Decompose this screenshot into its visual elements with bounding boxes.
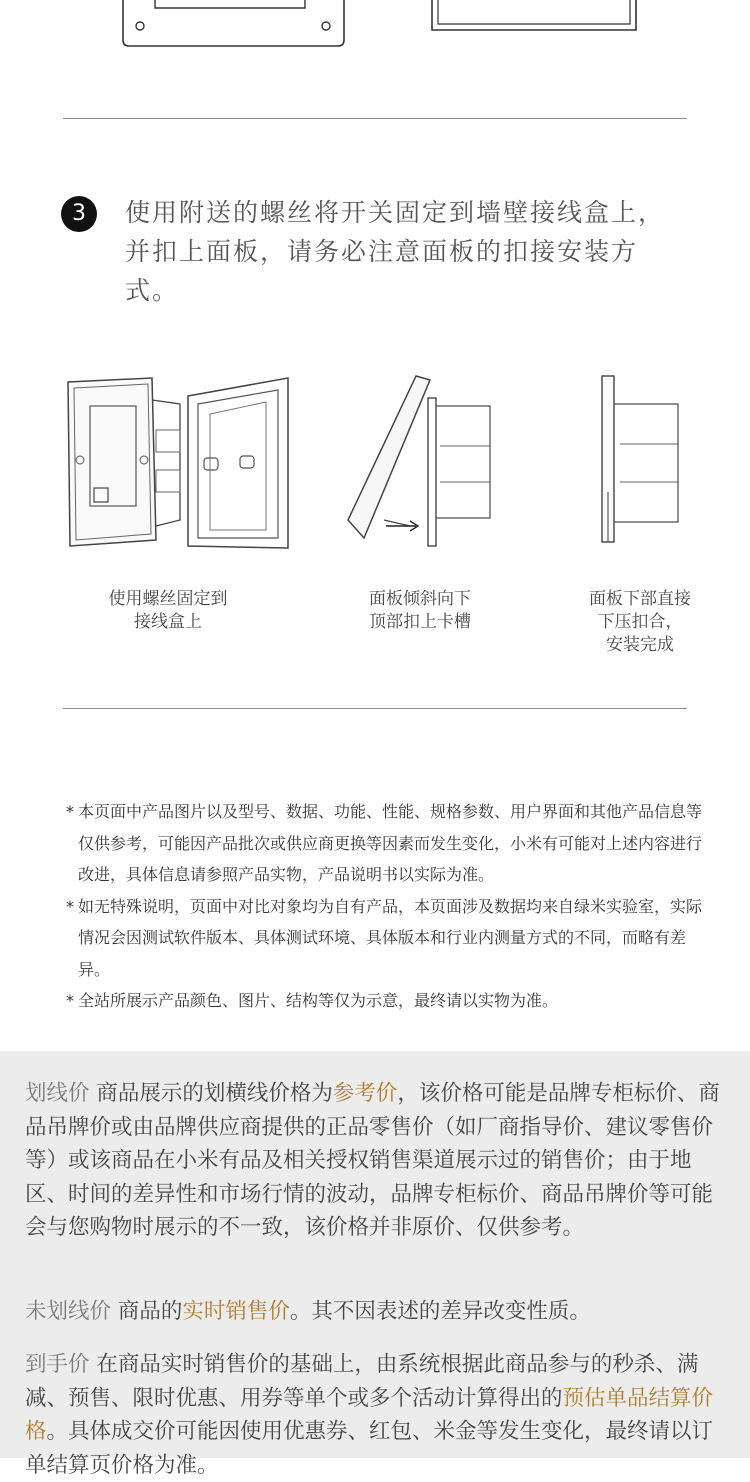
price-explanation-panel <box>0 1051 750 1478</box>
illustration-panel-closed <box>590 370 700 550</box>
caption-step-1: 使用螺丝固定到 接线盒上 <box>108 589 228 632</box>
final-price-note: 到手价 在商品实时销售价的基础上，由系统根据此商品参与的秒杀、满减、预售、限时优惠、用券等单个或多个活动计算得出的预估单品结算价格。具体成交价可能因使用优惠券、红包、米金等发生变化，最终请以订单结算页价格为准。 <box>25 1352 714 1478</box>
screw-hole-icon <box>136 22 144 30</box>
panel-bottom <box>432 0 636 30</box>
step-instruction: 使用附送的螺丝将开关固定到墙壁接线盒上，并扣上面板，请务必注意面板的扣接安装方式。 <box>125 198 666 305</box>
backbox-inner <box>155 0 305 8</box>
caption-step-2: 面板倾斜向下 顶部扣上卡槽 <box>369 589 471 632</box>
disclaimer-item: * 如无特殊说明，页面中对比对象均为自有产品，本页面涉及数据均来自绿米实验室，实际情况会因测试软件版本、具体测试环境、具体版本和行业内测量方式的不同，而略有差异。 <box>66 896 703 979</box>
illustration-screw-fix <box>60 370 300 550</box>
top-illustration <box>0 0 750 60</box>
disclaimer-item: * 本页面中产品图片以及型号、数据、功能、性能、规格参数、用户界面和其他产品信息等仅供参考，可能因产品批次或供应商更换等因素而发生变化，小米有可能对上述内容进行改进，具体信息请参照产品实物，产品说明书以实际为准。 <box>66 802 703 884</box>
screw-hole-icon <box>322 22 330 30</box>
disclaimer-item: * 全站所展示产品颜色、图片、结构等仅为示意，最终请以实物为准。 <box>66 991 559 1010</box>
backbox-bottom <box>123 0 344 46</box>
divider-top <box>63 118 687 119</box>
illustration-panel-tilt <box>340 370 500 550</box>
divider-bottom <box>63 708 687 709</box>
step-number-badge: 3 <box>61 196 97 232</box>
caption-step-3: 面板下部直接 下压扣合， 安装完成 <box>589 589 691 655</box>
nostrike-price-note: 未划线价 商品的实时销售价。其不因表述的差异改变性质。 <box>25 1299 591 1324</box>
strike-price-note: 划线价 商品展示的划横线价格为参考价，该价格可能是品牌专柜标价、商品吊牌价或由品牌供应商提供的正品零售价（如厂商指导价、建议零售价等）或该商品在小米有品及相关授权销售渠道展示过的销售价；由于地区、时间的差异性和市场行情的波动，品牌专柜标价、商品吊牌价等可能会与您购物时展示的不一致，该价格并非原价、仅供参考。 <box>25 1081 720 1240</box>
disclaimer-list <box>66 796 706 1017</box>
